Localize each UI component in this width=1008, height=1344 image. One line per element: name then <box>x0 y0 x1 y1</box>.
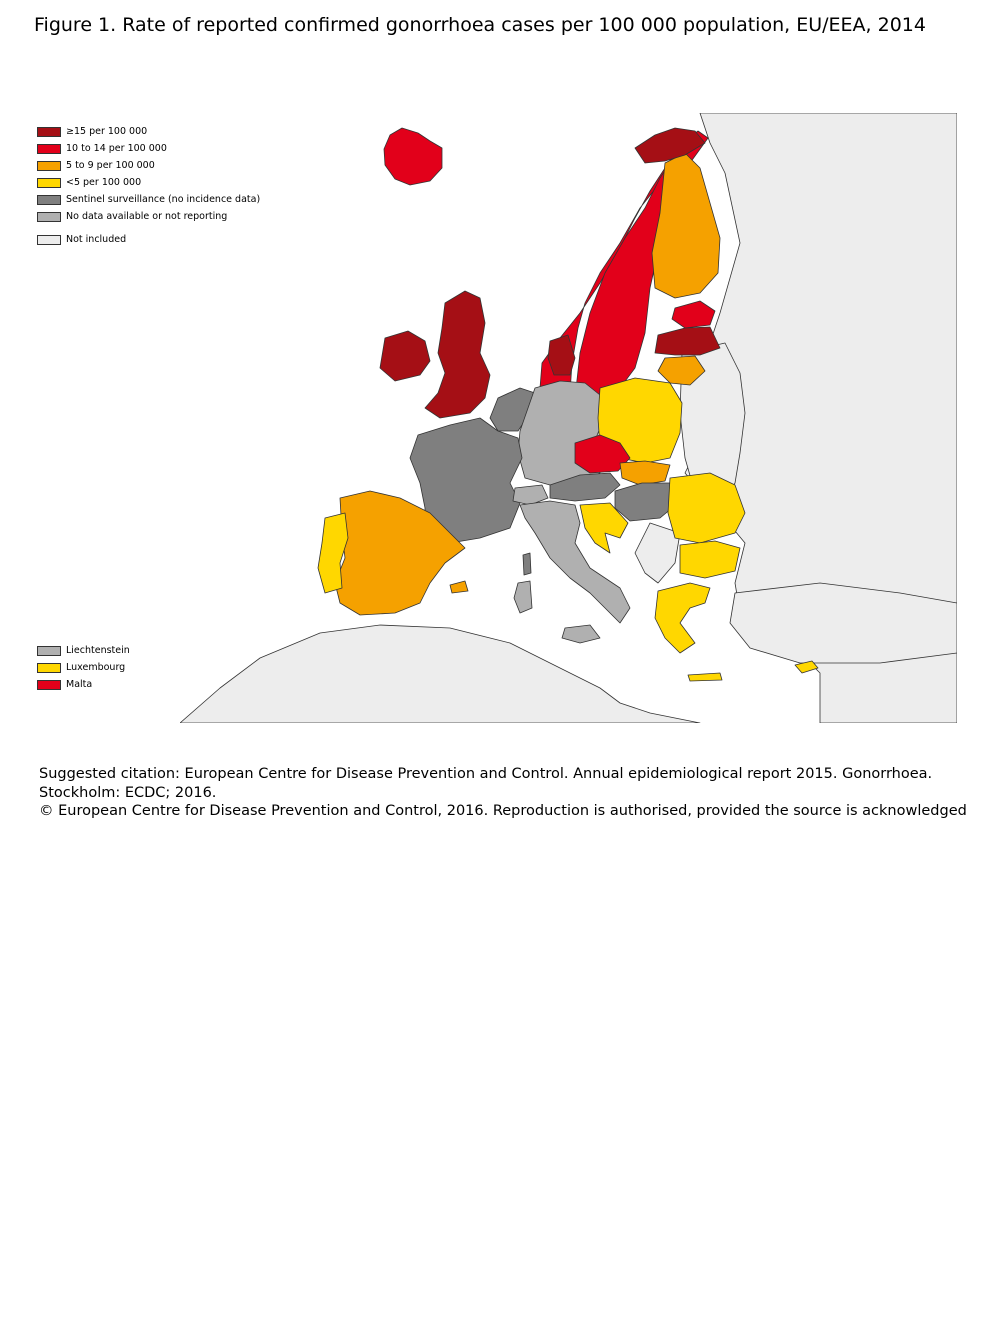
legend-label: <5 per 100 000 <box>66 176 142 188</box>
country-bulgaria <box>680 541 740 578</box>
legend-label: 10 to 14 per 100 000 <box>66 142 167 154</box>
legend-swatch <box>37 161 61 171</box>
europe-map-svg <box>180 113 957 723</box>
legend-label: Sentinel surveillance (no incidence data) <box>66 193 261 205</box>
small-country-item <box>37 676 130 693</box>
legend-swatch <box>37 144 61 154</box>
legend-swatch <box>37 195 61 205</box>
figure-title: Figure 1. Rate of reported confirmed gonorrhoea cases per 100 000 population, EU/EEA, 2014 <box>34 14 926 36</box>
country-greece <box>655 583 710 653</box>
legend-swatch <box>37 663 61 673</box>
citation-line: Suggested citation: European Centre for Disease Prevention and Control. Annual epidemiological report 2015. Gonorrhoea. <box>39 766 933 782</box>
country-iceland <box>384 128 442 185</box>
legend-item <box>37 123 260 140</box>
small-country-label: Luxembourg <box>66 661 126 673</box>
legend-swatch <box>37 178 61 188</box>
legend-item <box>37 140 260 157</box>
citation-line: Stockholm: ECDC; 2016. <box>39 784 217 801</box>
country-sardinia <box>514 581 532 613</box>
country-norway-north <box>635 128 705 163</box>
country-estonia <box>672 301 715 328</box>
country-balearic <box>450 581 468 593</box>
citation <box>39 765 979 821</box>
legend-item <box>37 231 260 248</box>
country-ireland <box>380 331 430 381</box>
country-uk <box>425 291 490 418</box>
small-country-item <box>37 642 130 659</box>
small-country-label: Liechtenstein <box>66 644 130 656</box>
legend-item <box>37 174 260 191</box>
legend-swatch <box>37 680 61 690</box>
region-north-africa <box>180 625 700 723</box>
legend-item <box>37 157 260 174</box>
legend-label: ≥15 per 100 000 <box>66 125 148 137</box>
country-crete <box>688 673 722 681</box>
legend-item <box>37 191 260 208</box>
legend-swatch <box>37 646 61 656</box>
country-corsica <box>523 553 531 575</box>
legend-label: Not included <box>66 233 127 245</box>
map-legend <box>37 123 260 248</box>
country-slovakia <box>620 461 670 485</box>
copyright-line: © European Centre for Disease Prevention and Control, 2016. Reproduction is authorised, provided the source is acknowledged <box>39 803 967 819</box>
legend-label: 5 to 9 per 100 000 <box>66 159 155 171</box>
legend-swatch <box>37 212 61 222</box>
small-countries-legend <box>37 642 130 693</box>
europe-map <box>180 113 957 723</box>
small-country-label: Malta <box>66 678 93 690</box>
legend-item <box>37 208 260 225</box>
legend-swatch <box>37 235 61 245</box>
country-sicily <box>562 625 600 643</box>
legend-label: No data available or not reporting <box>66 210 228 222</box>
small-country-item <box>37 659 130 676</box>
country-latvia <box>655 327 720 355</box>
legend-swatch <box>37 127 61 137</box>
